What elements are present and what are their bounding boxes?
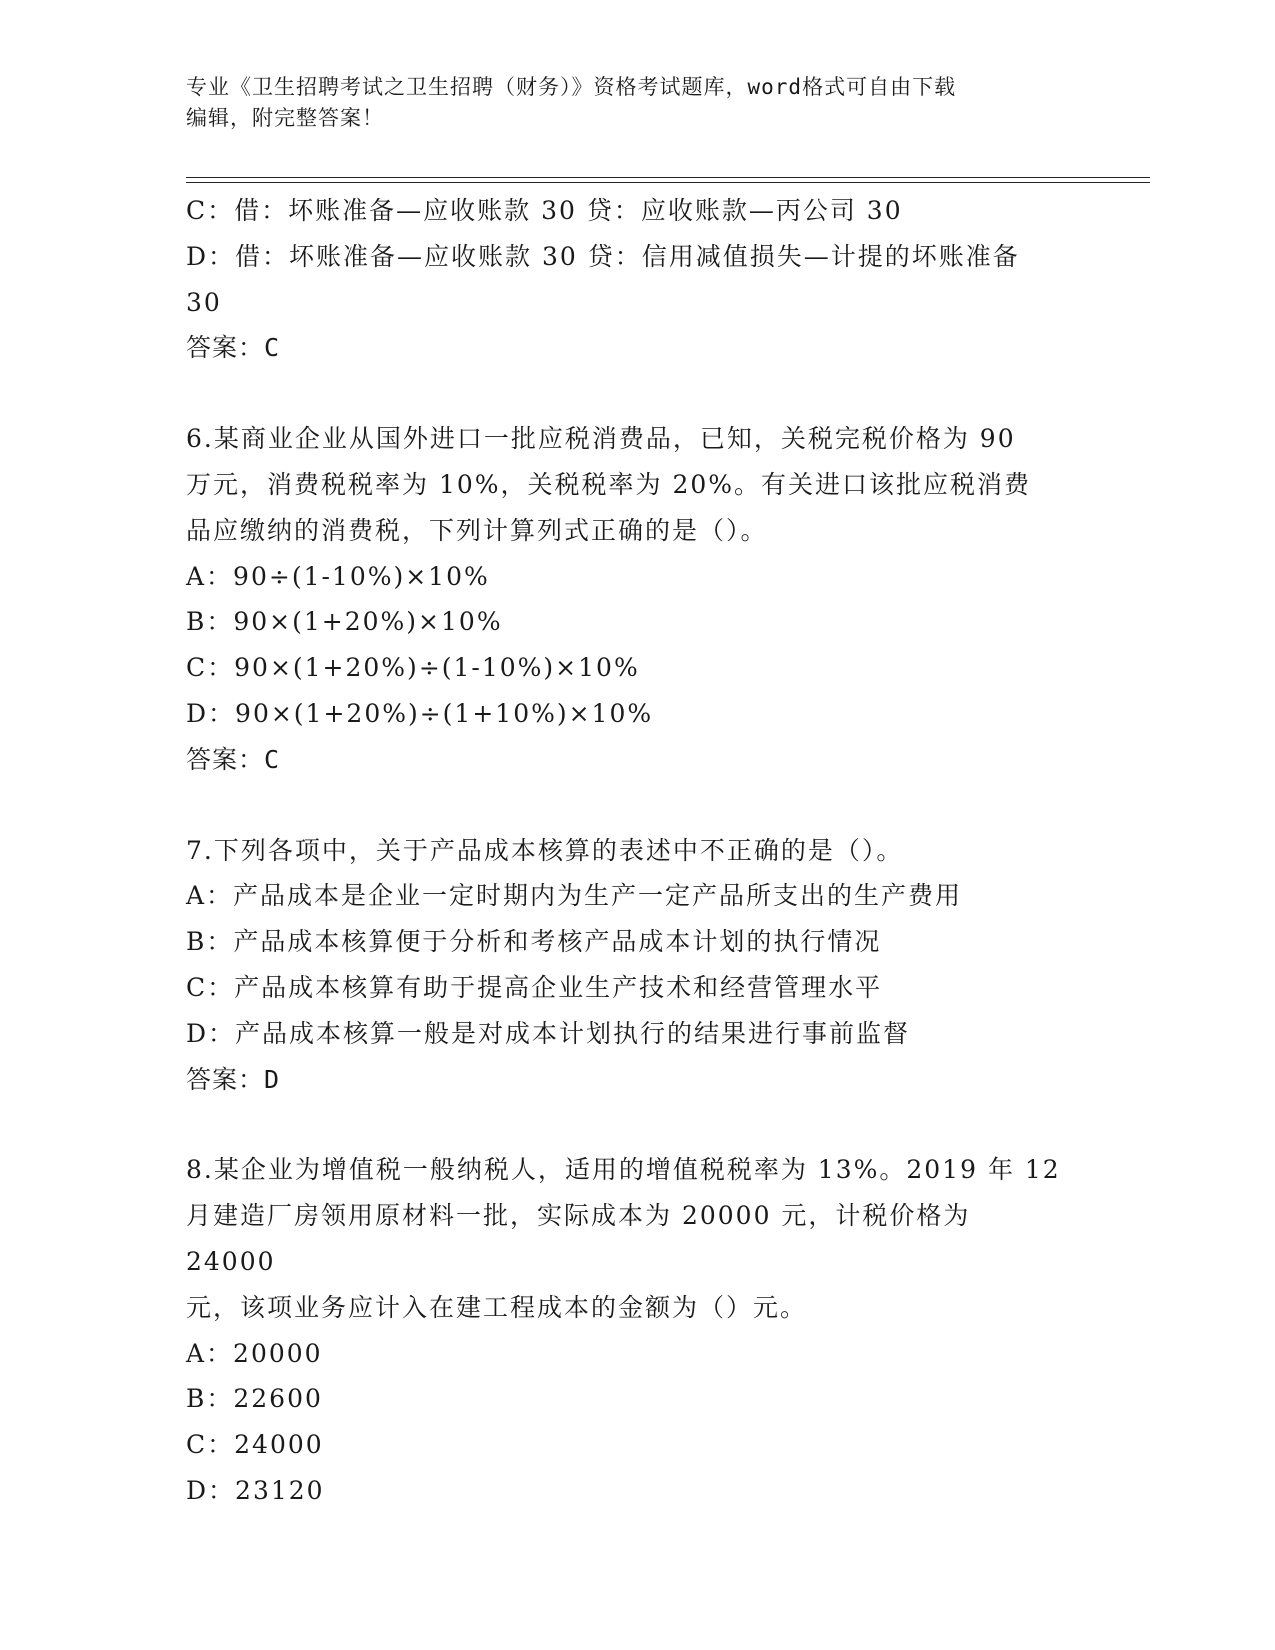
option-c: C：24000: [186, 1430, 324, 1460]
question-stem: 月建造厂房领用原材料一批，实际成本为 20000 元，计税价格为 24000: [186, 1201, 981, 1276]
header-divider-bottom: [186, 182, 1150, 183]
question-stem: 元，该项业务应计入在建工程成本的金额为（）元。: [186, 1292, 808, 1322]
document-header: [186, 72, 1086, 134]
option-d-continued: 30: [186, 287, 222, 317]
spacer: [186, 1102, 1066, 1147]
option-b: B：90×(1+20%)×10%: [186, 607, 503, 637]
option-c: C：借：坏账准备—应收账款 30 贷：应收账款—丙公司 30: [186, 196, 903, 225]
spacer: [186, 371, 1066, 416]
answer: 答案：D: [186, 1064, 281, 1094]
option-a: A：90÷(1-10%)×10%: [186, 561, 490, 591]
option-a: A：产品成本是企业一定时期内为生产一定产品所支出的生产费用: [186, 881, 963, 911]
option-d: D：借：坏账准备—应收账款 30 贷：信用减值损失—计提的坏账准备: [186, 241, 1020, 271]
option-d: D：90×(1+20%)÷(1+10%)×10%: [186, 698, 654, 728]
question-stem: 万元，消费税税率为 10%，关税税率为 20%。有关进口该批应税消费: [186, 469, 1032, 499]
answer: 答案：C: [186, 744, 281, 774]
question-6: [186, 416, 1066, 782]
question-stem: 6.某商业企业从国外进口一批应税消费品，已知，关税完税价格为 90: [186, 424, 1016, 454]
option-c: C：产品成本核算有助于提高企业生产技术和经营管理水平: [186, 972, 883, 1002]
option-d: D：23120: [186, 1475, 325, 1505]
header-divider-top: [186, 177, 1150, 178]
option-b: B：产品成本核算便于分析和考核产品成本计划的执行情况: [186, 927, 882, 957]
option-d: D：产品成本核算一般是对成本计划执行的结果进行事前监督: [186, 1018, 911, 1048]
question-content: [186, 188, 1066, 1514]
option-b: B：22600: [186, 1384, 323, 1414]
option-a: A：20000: [186, 1338, 323, 1368]
option-c: C：90×(1+20%)÷(1-10%)×10%: [186, 653, 640, 683]
question-8: [186, 1147, 1066, 1513]
question-stem: 8.某企业为增值税一般纳税人，适用的增值税税率为 13%。2019 年 12: [186, 1155, 1061, 1185]
header-line-2: 编辑，附完整答案！: [186, 106, 384, 130]
answer: 答案：C: [186, 333, 281, 363]
spacer: [186, 783, 1066, 828]
prev-question: [186, 188, 1066, 371]
question-stem: 7.下列各项中，关于产品成本核算的表述中不正确的是（）。: [186, 835, 904, 865]
header-line-1: 专业《卫生招聘考试之卫生招聘（财务）》资格考试题库，word格式可自由下载: [186, 75, 957, 99]
question-7: [186, 828, 1066, 1103]
question-stem: 品应缴纳的消费税，下列计算列式正确的是（）。: [186, 515, 768, 545]
